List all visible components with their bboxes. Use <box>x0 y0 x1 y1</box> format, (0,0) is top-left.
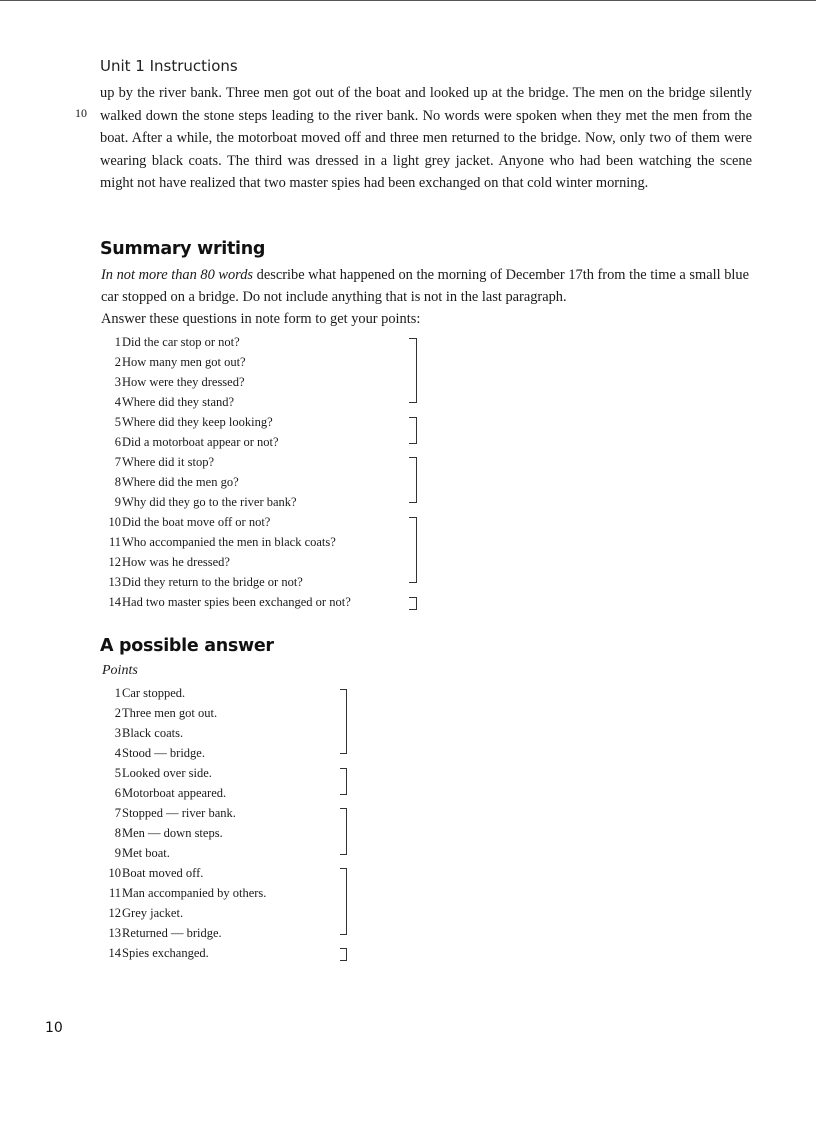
point-text: Black coats. <box>122 726 184 740</box>
question-item <box>100 592 351 612</box>
point-group-bracket <box>340 689 347 754</box>
point-number: 5 <box>114 766 121 780</box>
point-item <box>100 883 266 903</box>
point-text: Looked over side. <box>122 766 212 780</box>
point-number: 11 <box>108 886 121 900</box>
possible-answer-heading: A possible answer <box>100 636 274 656</box>
point-group-bracket <box>340 768 347 795</box>
point-item <box>100 923 266 943</box>
point-number: 8 <box>114 826 121 840</box>
question-text: Where did they keep looking? <box>122 415 273 429</box>
question-number: 14 <box>108 595 121 609</box>
point-item <box>100 783 266 803</box>
point-text: Car stopped. <box>122 686 186 700</box>
question-item <box>100 412 351 432</box>
summary-instructions <box>101 264 753 330</box>
point-text: Stood — bridge. <box>122 746 205 760</box>
question-item <box>100 532 351 552</box>
question-number: 11 <box>108 535 121 549</box>
question-text: Had two master spies been exchanged or not? <box>122 595 351 609</box>
point-group-bracket <box>340 948 347 961</box>
question-number: 6 <box>114 435 121 449</box>
point-text: Returned — bridge. <box>122 926 222 940</box>
summary-writing-heading: Summary writing <box>100 239 266 259</box>
point-item <box>100 683 266 703</box>
question-number: 3 <box>114 375 121 389</box>
question-list <box>100 332 351 612</box>
question-number: 13 <box>108 575 121 589</box>
point-text: Motorboat appeared. <box>122 786 227 800</box>
point-text: Stopped — river bank. <box>122 806 236 820</box>
question-text: Why did they go to the river bank? <box>122 495 297 509</box>
question-item <box>100 552 351 572</box>
question-text: How were they dressed? <box>122 375 245 389</box>
question-item <box>100 492 351 512</box>
word-limit-emphasis: In not more than 80 words <box>101 267 254 283</box>
point-number: 10 <box>108 866 121 880</box>
question-text: Where did the men go? <box>122 475 239 489</box>
top-rule <box>0 0 816 1</box>
question-text: How many men got out? <box>122 355 246 369</box>
point-number: 6 <box>114 786 121 800</box>
passage <box>100 82 752 195</box>
question-number: 7 <box>114 455 121 469</box>
question-text: Did the car stop or not? <box>122 335 240 349</box>
point-item <box>100 703 266 723</box>
question-number: 5 <box>114 415 121 429</box>
question-group-bracket <box>409 517 417 583</box>
point-number: 2 <box>114 706 121 720</box>
question-group-bracket <box>409 338 417 403</box>
point-item <box>100 863 266 883</box>
point-number: 13 <box>108 926 121 940</box>
point-item <box>100 823 266 843</box>
question-item <box>100 472 351 492</box>
question-group-bracket <box>409 457 417 503</box>
question-text: Where did it stop? <box>122 455 214 469</box>
question-item <box>100 392 351 412</box>
point-text: Men — down steps. <box>122 826 223 840</box>
passage-text: up by the river bank. Three men got out of the boat and looked up at the bridge. The men on the bridge silently walked down the stone steps leading to the river bank. No words were spoken when they met the men from the boat. After a while, the motorboat moved off and three men returned to the bridge. Now, only two of them were wearing black coats. The third was dressed in a light grey jacket. Anyone who had been watching the scene might not have realized that two master spies had been exchanged on that cold winter morning. <box>100 85 752 191</box>
point-item <box>100 843 266 863</box>
point-item <box>100 943 266 963</box>
point-number: 9 <box>114 846 121 860</box>
question-text: Where did they stand? <box>122 395 235 409</box>
question-item <box>100 512 351 532</box>
question-item <box>100 372 351 392</box>
question-number: 8 <box>114 475 121 489</box>
summary-instruction-paragraph <box>101 264 753 308</box>
answer-prompt: Answer these questions in note form to get your points: <box>101 311 421 327</box>
point-number: 1 <box>114 686 121 700</box>
point-text: Boat moved off. <box>122 866 204 880</box>
point-text: Grey jacket. <box>122 906 184 920</box>
point-number: 14 <box>108 946 121 960</box>
point-text: Man accompanied by others. <box>122 886 267 900</box>
points-list <box>100 683 266 963</box>
question-group-bracket <box>409 417 417 444</box>
point-text: Spies exchanged. <box>122 946 209 960</box>
question-text: Who accompanied the men in black coats? <box>122 535 336 549</box>
point-number: 7 <box>114 806 121 820</box>
question-number: 4 <box>114 395 121 409</box>
question-item <box>100 432 351 452</box>
question-text: Did they return to the bridge or not? <box>122 575 303 589</box>
point-item <box>100 903 266 923</box>
line-number-marker: 10 <box>75 106 87 120</box>
question-item <box>100 452 351 472</box>
question-number: 12 <box>108 555 121 569</box>
question-number: 1 <box>114 335 121 349</box>
question-item <box>100 572 351 592</box>
question-text: Did the boat move off or not? <box>122 515 271 529</box>
question-item <box>100 352 351 372</box>
unit-header: Unit 1 Instructions <box>100 57 238 75</box>
question-number: 9 <box>114 495 121 509</box>
question-number: 10 <box>108 515 121 529</box>
point-number: 4 <box>114 746 121 760</box>
page-number: 10 <box>45 1020 63 1036</box>
question-text: How was he dressed? <box>122 555 230 569</box>
point-text: Met boat. <box>122 846 170 860</box>
point-item <box>100 743 266 763</box>
point-group-bracket <box>340 868 347 935</box>
point-item <box>100 763 266 783</box>
instruction-text: describe what happened on the morning of December 17th from the time a small blue car stopped on a bridge. Do not include anything that is not in the last paragraph. <box>101 267 749 305</box>
point-item <box>100 723 266 743</box>
question-item <box>100 332 351 352</box>
point-text: Three men got out. <box>122 706 218 720</box>
point-group-bracket <box>340 808 347 855</box>
question-number: 2 <box>114 355 121 369</box>
question-text: Did a motorboat appear or not? <box>122 435 279 449</box>
point-number: 3 <box>114 726 121 740</box>
point-item <box>100 803 266 823</box>
question-group-bracket <box>409 597 417 610</box>
points-label: Points <box>102 663 138 678</box>
point-number: 12 <box>108 906 121 920</box>
